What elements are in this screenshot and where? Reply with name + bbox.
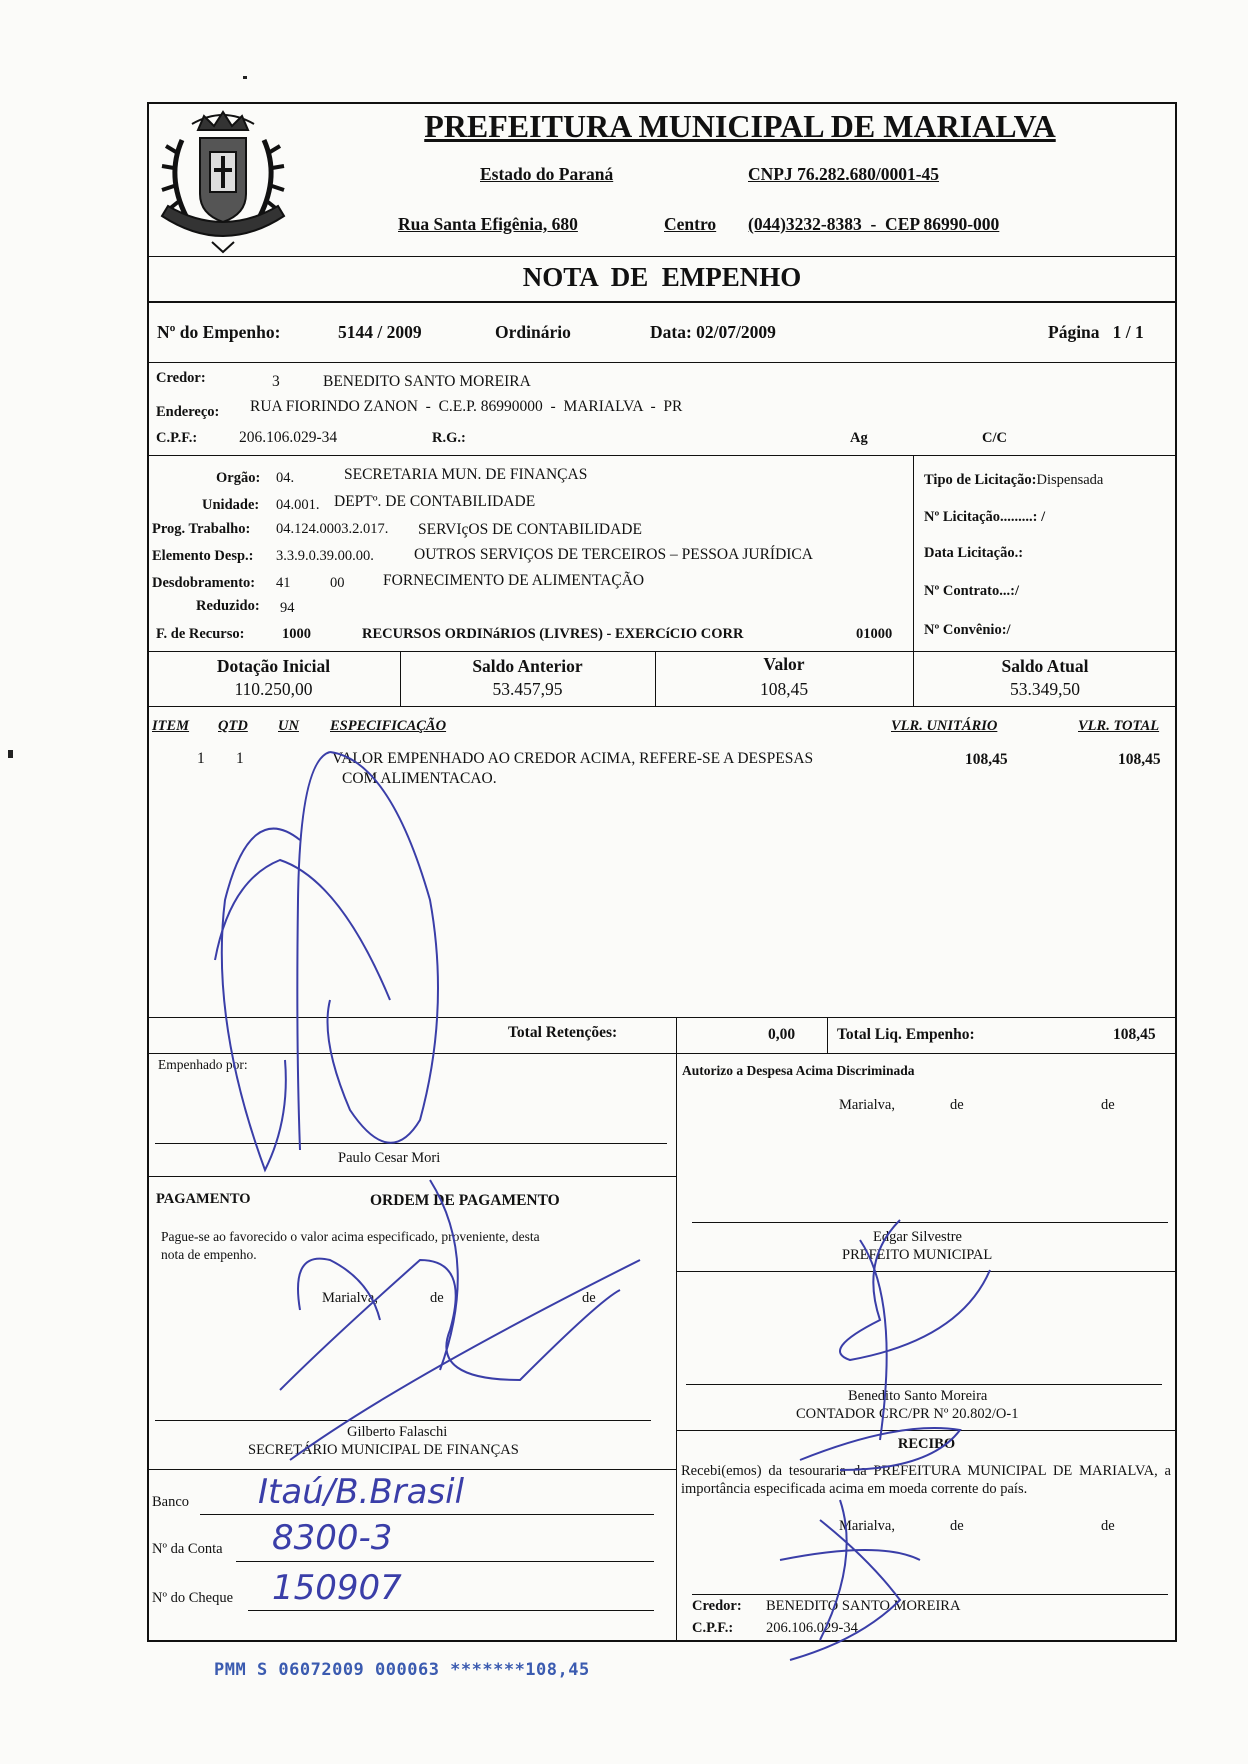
contador-role: CONTADOR CRC/PR Nº 20.802/O-1: [796, 1406, 1019, 1422]
credor-address: RUA FIORINDO ZANON - C.E.P. 86990000 - MARIALVA - PR: [250, 398, 683, 415]
cc-label: C/C: [982, 430, 1007, 446]
item-vlr-total: 108,45: [1118, 751, 1161, 768]
valor-value: 108,45: [759, 679, 809, 699]
item-qtd: 1: [236, 750, 244, 767]
recurso-label: F. de Recurso:: [156, 626, 245, 642]
page-number: Página 1 / 1: [1048, 322, 1144, 342]
pagamento-text-line1: Pague-se ao favorecido o valor acima especificado, proveniente, desta: [161, 1229, 540, 1244]
desdobramento-sub: 00: [330, 575, 345, 591]
elemento-name: OUTROS SERVIÇOS DE TERCEIROS – PESSOA JURÍDICA: [414, 546, 813, 563]
credor-cpf: 206.106.029-34: [239, 429, 338, 446]
saldo-atual-value: 53.349,50: [1010, 679, 1080, 699]
autorizo-de1: de: [950, 1097, 964, 1113]
orgao-name: SECRETARIA MUN. DE FINANÇAS: [344, 466, 588, 483]
unidade-code: 04.001.: [276, 497, 320, 513]
conta-value: 8300-3: [272, 1518, 393, 1558]
recibo-city: Marialva,: [839, 1518, 895, 1534]
autorizo-label: Autorizo a Despesa Acima Discriminada: [682, 1063, 915, 1078]
reduzido-value: 94: [280, 600, 295, 616]
scan-speck: [8, 750, 13, 758]
empenho-label: Nº do Empenho:: [157, 322, 281, 342]
recibo-de1: de: [950, 1518, 964, 1534]
saldo-anterior-value: 53.457,95: [492, 679, 563, 699]
machine-stamp: PMM S 06072009 000063 *******108,45: [214, 1660, 590, 1680]
recibo-cpf: 206.106.029-34: [766, 1620, 858, 1636]
empenhado-name: Paulo Cesar Mori: [338, 1150, 441, 1166]
secretario-name: Gilberto Falaschi: [347, 1424, 448, 1440]
state-label: Estado do Paraná: [480, 164, 614, 184]
pagamento-text-line2: nota de empenho.: [161, 1247, 257, 1262]
prefeito-name: Edgar Silvestre: [873, 1229, 962, 1245]
pagamento-de1: de: [430, 1290, 444, 1306]
credor-label: Credor:: [156, 370, 206, 386]
district-label: Centro: [664, 214, 717, 234]
total-retencoes-label: Total Retenções:: [508, 1024, 618, 1041]
pagamento-city: Marialva,: [322, 1290, 378, 1306]
recibo-credor-label: Credor:: [692, 1598, 742, 1614]
address-field-label: Endereço:: [156, 404, 220, 420]
page-title: PREFEITURA MUNICIPAL DE MARIALVA: [424, 108, 1056, 144]
document-title: NOTA DE EMPENHO: [522, 262, 802, 292]
valor-label: Valor: [763, 654, 805, 674]
conta-label: Nº da Conta: [152, 1541, 223, 1557]
unidade-label: Unidade:: [202, 497, 260, 513]
banco-value: Itaú/B.Brasil: [258, 1472, 465, 1512]
prog-code: 04.124.0003.2.017.: [276, 521, 389, 537]
desdobramento-name: FORNECIMENTO DE ALIMENTAÇÃO: [383, 572, 645, 589]
credor-name: BENEDITO SANTO MOREIRA: [323, 373, 531, 390]
convenio-label: Nº Convênio:/: [924, 622, 1011, 638]
recurso-code2: 01000: [856, 626, 893, 642]
address-label: Rua Santa Efigênia, 680: [398, 214, 578, 234]
autorizo-de2: de: [1101, 1097, 1115, 1113]
phone-cep-label: (044)3232-8383 - CEP 86990-000: [748, 214, 1000, 234]
desdobramento-code: 41: [276, 575, 291, 591]
dotacao-inicial-label: Dotação Inicial: [216, 656, 331, 676]
ag-label: Ag: [850, 430, 868, 446]
item-espec-line1: VALOR EMPENHADO AO CREDOR ACIMA, REFERE-SE A DESPESAS: [332, 750, 814, 767]
secretario-role: SECRETÁRIO MUNICIPAL DE FINANÇAS: [248, 1442, 519, 1458]
recibo-cpf-label: C.P.F.:: [692, 1620, 734, 1636]
elemento-code: 3.3.9.0.39.00.00.: [276, 548, 374, 564]
unidade-name: DEPTº. DE CONTABILIDADE: [334, 493, 536, 510]
recibo-label: RECIBO: [897, 1436, 956, 1452]
recibo-de2: de: [1101, 1518, 1115, 1534]
ordem-pagamento-label: ORDEM DE PAGAMENTO: [370, 1192, 560, 1209]
col-especificacao: ESPECIFICAÇÃO: [330, 718, 447, 734]
desdobramento-label: Desdobramento:: [152, 575, 256, 591]
col-vlr-unitario: VLR. UNITÁRIO: [891, 718, 998, 734]
total-liquido-value: 108,45: [1113, 1026, 1156, 1043]
orgao-label: Orgão:: [216, 470, 261, 486]
prefeito-role: PREFEITO MUNICIPAL: [842, 1247, 993, 1263]
empenho-type: Ordinário: [495, 322, 571, 342]
cheque-label: Nº do Cheque: [152, 1590, 234, 1606]
rg-label: R.G.:: [432, 430, 466, 446]
empenho-date: Data: 02/07/2009: [650, 322, 776, 342]
credor-code: 3: [272, 373, 280, 390]
cpf-label: C.P.F.:: [156, 430, 198, 446]
recurso-code: 1000: [282, 626, 311, 642]
recibo-text: Recebi(emos) da tesouraria da PREFEITURA MUNICIPAL DE MARIALVA, a importância especificada acima em moeda corrente do país.: [681, 1463, 1171, 1497]
orgao-code: 04.: [276, 470, 295, 486]
prog-name: SERVIçOS DE CONTABILIDADE: [418, 521, 642, 538]
saldo-anterior-label: Saldo Anterior: [472, 656, 583, 676]
item-espec-line2: COM ALIMENTACAO.: [342, 770, 497, 787]
cheque-value: 150907: [272, 1568, 402, 1608]
item-vlr-unitario: 108,45: [965, 751, 1008, 768]
empenho-number: 5144 / 2009: [338, 322, 422, 342]
item-number: 1: [197, 750, 205, 767]
recibo-credor-name: BENEDITO SANTO MOREIRA: [766, 1598, 961, 1614]
autorizo-city: Marialva,: [839, 1097, 895, 1113]
col-item: ITEM: [152, 718, 190, 734]
col-vlr-total: VLR. TOTAL: [1078, 718, 1160, 734]
coat-of-arms-logo: [152, 106, 294, 256]
cnpj-label: CNPJ 76.282.680/0001-45: [748, 164, 940, 184]
contrato-label: Nº Contrato...:/: [924, 583, 1019, 599]
contador-name: Benedito Santo Moreira: [848, 1388, 988, 1404]
dotacao-inicial-value: 110.250,00: [234, 679, 313, 699]
pagamento-de2: de: [582, 1290, 596, 1306]
recurso-name: RECURSOS ORDINáRIOS (LIVRES) - EXERCíCIO CORR: [362, 626, 744, 642]
saldo-atual-label: Saldo Atual: [1001, 656, 1089, 676]
prog-label: Prog. Trabalho:: [152, 521, 251, 537]
licitacao-data: Data Licitação.:: [924, 545, 1024, 561]
reduzido-label: Reduzido:: [196, 598, 260, 614]
pagamento-label: PAGAMENTO: [156, 1191, 251, 1207]
total-retencoes-value: 0,00: [768, 1026, 796, 1043]
empenhado-label: Empenhado por:: [158, 1057, 248, 1072]
elemento-label: Elemento Desp.:: [152, 548, 254, 564]
col-un: UN: [278, 718, 299, 734]
col-qtd: QTD: [218, 718, 248, 734]
licitacao-tipo: Tipo de Licitação:Dispensada: [924, 472, 1104, 488]
scan-speck: [243, 76, 247, 79]
total-liquido-label: Total Liq. Empenho:: [837, 1026, 975, 1043]
licitacao-numero: Nº Licitação.........: /: [924, 509, 1046, 525]
banco-label: Banco: [152, 1494, 190, 1510]
